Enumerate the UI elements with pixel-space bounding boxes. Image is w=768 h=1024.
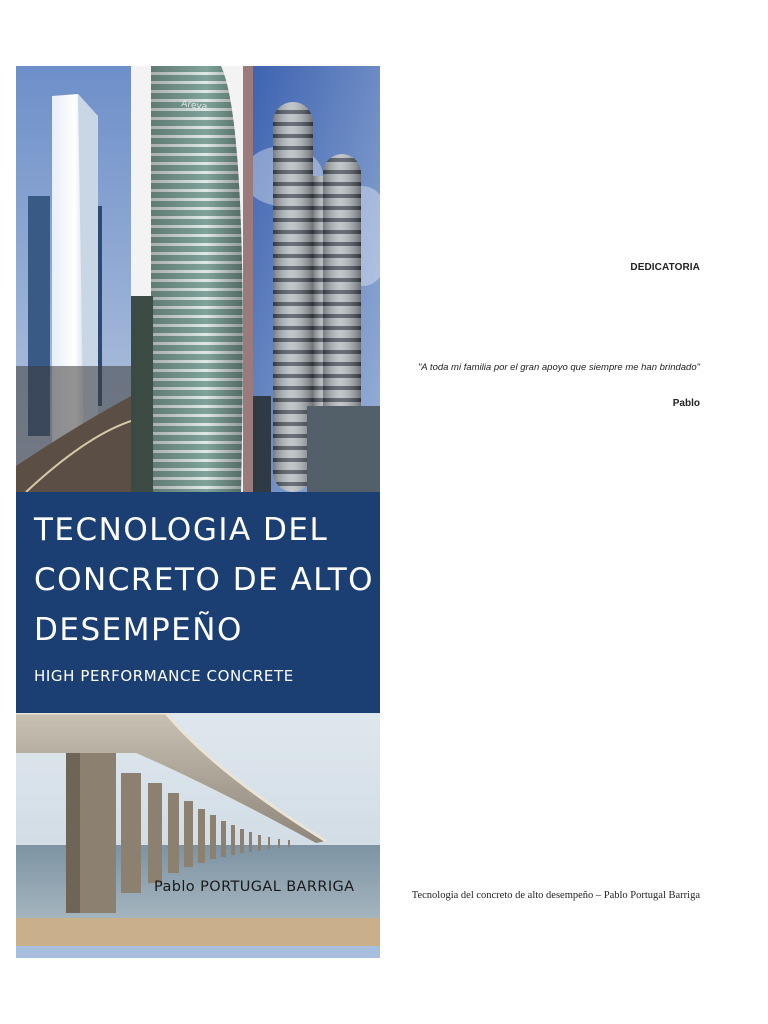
dedication-quote: "A toda mi familia por el gran apoyo que siempre me han brindado" bbox=[417, 362, 700, 373]
cover-title-line-1: TECNOLOGIA DEL bbox=[34, 512, 329, 548]
page-footer: Tecnologia del concreto de alto desempeño – Pablo Portugal Barriga bbox=[411, 890, 700, 901]
glass-skyscraper-photo bbox=[16, 66, 131, 492]
cover-subtitle: HIGH PERFORMANCE CONCRETE bbox=[34, 667, 294, 685]
cover-title-band bbox=[16, 492, 380, 713]
cover-author bbox=[154, 879, 354, 895]
author-last-name: PORTUGAL BARRIGA bbox=[200, 879, 355, 895]
curved-tower-photo bbox=[131, 66, 253, 492]
bridge-photo bbox=[16, 713, 380, 958]
cylindrical-towers-photo bbox=[253, 66, 380, 492]
dedication-signature: Pablo bbox=[672, 398, 700, 409]
cover-bottom-strip bbox=[16, 946, 380, 958]
author-first-name: Pablo bbox=[154, 879, 196, 895]
book-cover bbox=[16, 66, 380, 958]
svg-text:Areva: Areva bbox=[180, 99, 208, 113]
cover-title-line-3: DESEMPEÑO bbox=[34, 612, 243, 648]
cover-title-line-2: CONCRETO DE ALTO bbox=[34, 562, 375, 598]
cover-photo-strip bbox=[16, 66, 380, 492]
dedication-heading: DEDICATORIA bbox=[630, 262, 700, 273]
